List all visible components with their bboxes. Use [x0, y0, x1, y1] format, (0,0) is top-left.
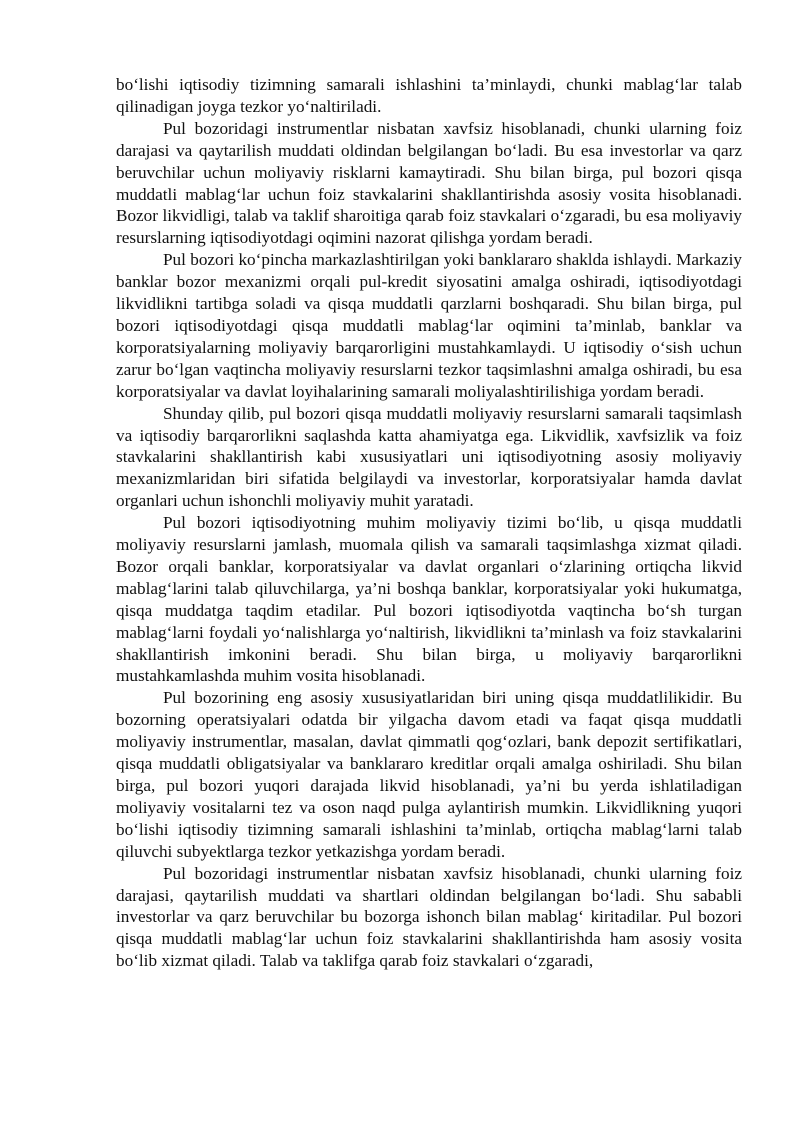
paragraph-continued: bo‘lishi iqtisodiy tizimning samarali ishlashini ta’minlaydi, chunki mablag‘lar talab qilinadigan joyga tezkor yo‘naltiriladi.	[116, 75, 742, 116]
paragraph: Pul bozorining eng asosiy xususiyatlaridan biri uning qisqa muddatlilikidir. Bu bozorning operatsiyalari odatda bir yilgacha davom etadi va faqat qisqa muddatli moliyaviy instrumentlar, masalan, davlat qimmatli qog‘ozlari, bank depozit sertifikatlari, qisqa muddatli obligatsiyalar va banklararo kreditlar orqali amalga oshiriladi. Shu bilan birga, pul bozori yuqori darajada likvid hisoblanadi, ya’ni bu yerda ishlatiladigan moliyaviy vositalarni tez va oson naqd pulga aylantirish mumkin. Likvidlikning yuqori bo‘lishi iqtisodiy tizimning samarali ishlashini ta’minlab, ortiqcha mablag‘larni talab qiluvchi subyektlarga tezkor yetkazishga yordam beradi.	[116, 688, 742, 861]
paragraph: Pul bozoridagi instrumentlar nisbatan xavfsiz hisoblanadi, chunki ularning foiz darajasi va qaytarilish muddati oldindan belgilangan bo‘ladi. Bu esa investorlar va qarz beruvchilar uchun moliyaviy risklarni kamaytiradi. Shu bilan birga, pul bozori qisqa muddatli mablag‘lar uchun foiz stavkalarini shakllantirishda asosiy vosita hisoblanadi. Bozor likvidligi, talab va taklif sharoitiga qarab foiz stavkalari o‘zgaradi, bu esa moliyaviy resurslarning iqtisodiyotdagi oqimini nazorat qilishga yordam beradi.	[116, 118, 742, 248]
paragraph: Pul bozori iqtisodiyotning muhim moliyaviy tizimi bo‘lib, u qisqa muddatli moliyaviy resurslarni jamlash, muomala qilish va samarali taqsimlashga xizmat qiladi. Bozor orqali banklar, korporatsiyalar va davlat organlari o‘zlarining ortiqcha likvid mablag‘larini talab qiluvchilarga, ya’ni boshqa banklar, korporatsiyalar yoki hukumatga, qisqa muddatga taqdim etadilar. Pul bozori iqtisodiyotda vaqtincha bo‘sh turgan mablag‘larni foydali yo‘nalishlarga yo‘naltirish, likvidlikni ta’minlash va foiz stavkalarini shakllantirish imkonini beradi. Shu bilan birga, u moliyaviy barqarorlikni mustahkamlashda muhim vosita hisoblanadi.	[116, 513, 742, 686]
paragraph: Shunday qilib, pul bozori qisqa muddatli moliyaviy resurslarni samarali taqsimlash va iqtisodiy barqarorlikni saqlashda katta ahamiyatga ega. Likvidlik, xavfsizlik va foiz stavkalarini shakllantirish kabi xususiyatlari uni iqtisodiyotning asosiy moliyaviy mexanizmlaridan biri sifatida belgilaydi va investorlar, korporatsiyalar hamda davlat organlari uchun ishonchli moliyaviy muhit yaratadi.	[116, 403, 742, 511]
paragraph: Pul bozoridagi instrumentlar nisbatan xavfsiz hisoblanadi, chunki ularning foiz darajasi, qaytarilish muddati va shartlari oldindan belgilangan bo‘ladi. Shu sababli investorlar va qarz beruvchilar bu bozorga ishonch bilan mablag‘ kiritadilar. Pul bozori qisqa muddatli mablag‘lar uchun foiz stavkalarini shakllantirishda ham asosiy vosita bo‘lib xizmat qiladi. Talab va taklifga qarab foiz stavkalari o‘zgaradi,	[116, 863, 742, 971]
document-page	[116, 74, 742, 972]
paragraph: Pul bozori ko‘pincha markazlashtirilgan yoki banklararo shaklda ishlaydi. Markaziy banklar bozor mexanizmi orqali pul-kredit siyosatini amalga oshiradi, iqtisodiyotdagi likvidlikni tartibga soladi va qisqa muddatli qarzlarni boshqaradi. Shu bilan birga, pul bozori iqtisodiyotdagi qisqa muddatli mablag‘lar oqimini ta’minlab, banklar va korporatsiyalarning moliyaviy barqarorligini mustahkamlaydi. U iqtisodiy o‘sish uchun zarur bo‘lgan vaqtincha moliyaviy resurslarni tezkor taqsimlashni amalga oshiradi, bu esa korporatsiyalar va davlat loyihalarining samarali moliyalashtirilishiga yordam beradi.	[116, 250, 742, 401]
